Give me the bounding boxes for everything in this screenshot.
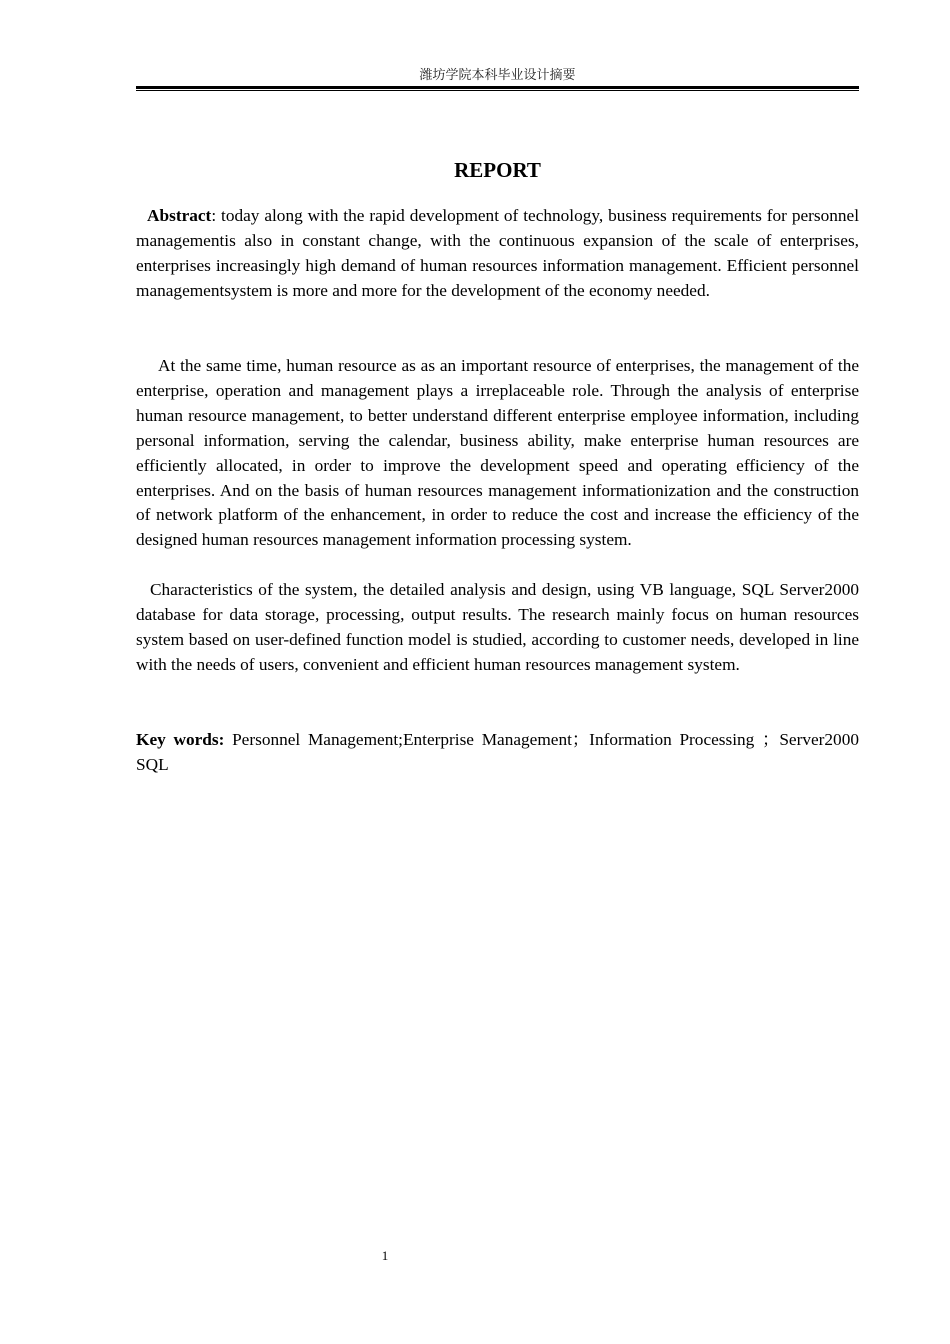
abstract-text: : today along with the rapid development of technology, business requirements for personnel managementis also in constant change, with the continuous expansion of the scale of enterprises, enterprises increasingly high demand of human resources information management. Efficient personnel managementsystem is more and more for the development of the economy needed. <box>136 206 859 300</box>
keywords-paragraph <box>136 728 859 778</box>
keywords-text: Personnel Management;Enterprise Management；Information Processing ；Server2000 SQL <box>136 730 859 774</box>
page-header: 潍坊学院本科毕业设计摘要 <box>419 68 576 83</box>
header-rule-thick <box>136 86 859 89</box>
header-rule-thin <box>136 90 859 91</box>
abstract-label: Abstract <box>147 206 212 225</box>
body-paragraph-2: At the same time, human resource as as an important resource of enterprises, the management of the enterprise, operation and management plays a irreplaceable role. Through the analysis of enterprise human resource management, to better understand different enterprise employee information, including personal information, serving the calendar, business ability, make enterprise human resources are efficiently allocated, in order to improve the development speed and operating efficiency of the enterprises. And on the basis of human resources management informationization and the construction of network platform of the enhancement, in order to reduce the cost and increase the efficiency of the designed human resources management information processing system. <box>136 356 859 550</box>
abstract-paragraph <box>136 204 859 304</box>
keywords-label: Key words: <box>136 730 225 749</box>
page-number: 1 <box>381 1248 389 1263</box>
document-title: REPORT <box>454 158 541 182</box>
body-paragraph-3: Characteristics of the system, the detailed analysis and design, using VB language, SQL Server2000 database for data storage, processing, output results. The research mainly focus on human resources system based on user-defined function model is studied, according to customer needs, developed in line with the needs of users, convenient and efficient human resources management system. <box>136 580 859 674</box>
